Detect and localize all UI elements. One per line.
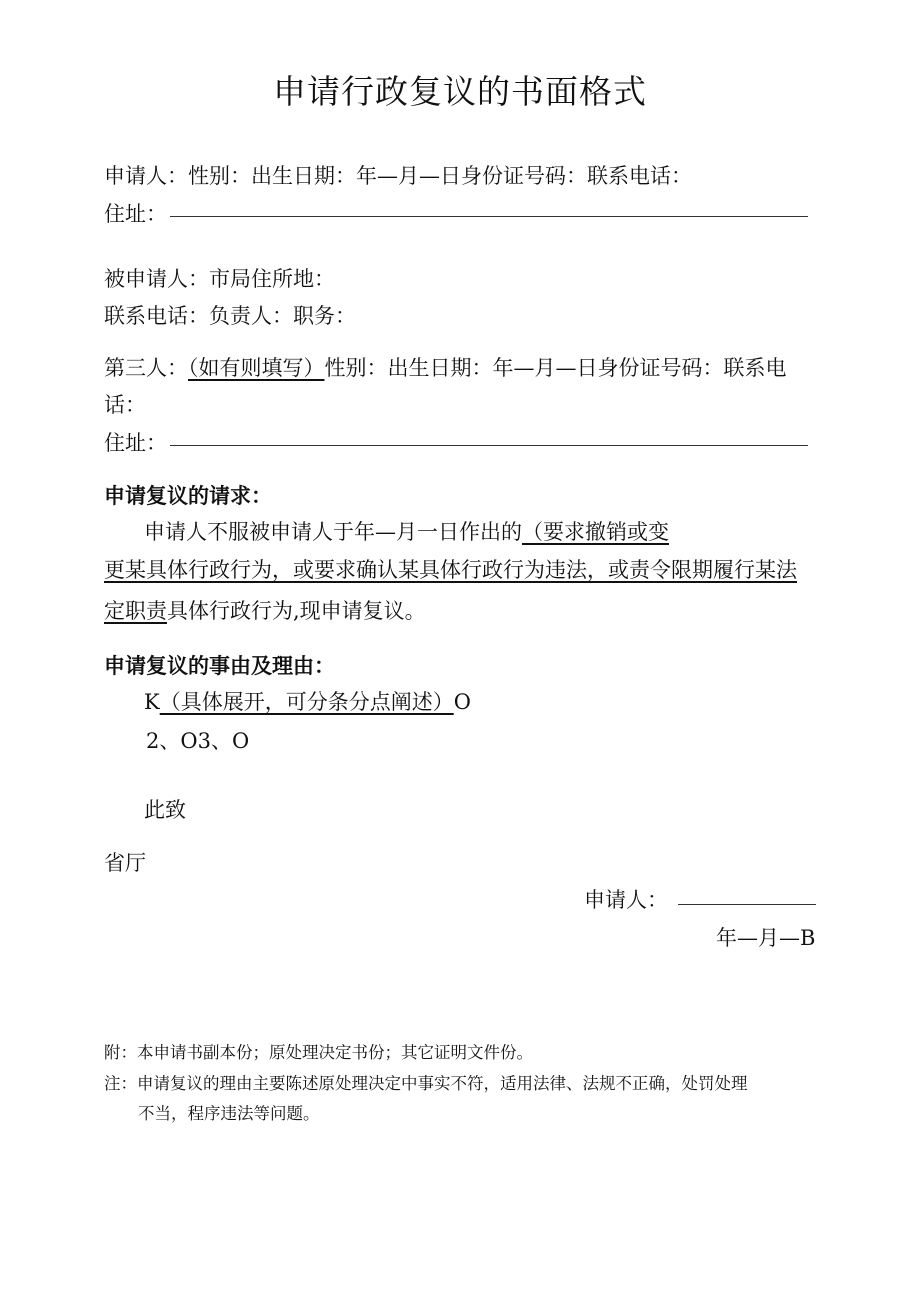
request-paragraph-line-2: 更某具体行政行为，或要求确认某具体行政行为违法，或责令限期履行某法	[104, 558, 797, 582]
reasons-item-1-text: （具体展开，可分条分点阐述）	[159, 690, 454, 714]
applicant-info-line: 申请人：性别：出生日期：年—月—日身份证号码：联系电话：	[104, 164, 692, 188]
request-heading: 申请复议的请求：	[104, 483, 272, 508]
applicant-address-blank[interactable]	[170, 216, 808, 217]
reasons-item-1	[144, 686, 471, 716]
sign-date: 年—月—B	[716, 926, 816, 950]
attachment-note: 附：本申请书副本份；原处理决定书份；其它证明文件份。	[104, 1043, 533, 1062]
reasons-item-1-suffix: O	[453, 690, 471, 714]
remark-line-2: 不当，程序违法等问题。	[138, 1104, 320, 1123]
request-underlined-text: （要求撤销或变	[522, 520, 669, 544]
third-party-info-line-continued: 话：	[104, 393, 146, 417]
third-party-label: 第三人：	[104, 356, 188, 380]
signer-label: 申请人：	[584, 888, 668, 912]
third-party-address-blank[interactable]	[170, 445, 808, 446]
remark-line-1: 注：申请复议的理由主要陈述原处理决定中事实不符，适用法律、法规不正确，处罚处理	[104, 1074, 748, 1093]
respondent-contact-line: 联系电话：负责人：职务：	[104, 304, 356, 328]
recipient: 省厅	[104, 851, 146, 875]
reasons-item-2-3: 2、O3、O	[146, 729, 250, 753]
request-text-end: 具体行政行为,现申请复议。	[167, 599, 426, 623]
page-title: 申请行政复议的书面格式	[273, 72, 647, 111]
salutation: 此致	[144, 798, 186, 822]
request-paragraph-line-3	[104, 595, 426, 625]
third-party-info-line	[104, 352, 787, 382]
third-party-optional-note: （如有则填写）	[188, 356, 325, 380]
request-text: 申请人不服被申请人于年—月一日作出的	[144, 520, 522, 544]
request-underlined-text-end: 定职责	[104, 599, 167, 623]
reasons-heading: 申请复议的事由及理由：	[104, 653, 335, 678]
request-paragraph-line-1	[144, 516, 669, 546]
respondent-info-line: 被申请人：市局住所地：	[104, 267, 335, 291]
signature-blank[interactable]	[678, 904, 816, 905]
reasons-item-1-prefix: K	[144, 690, 160, 714]
third-party-address-label: 住址：	[104, 431, 167, 455]
third-party-details: 性别：出生日期：年—月—日身份证号码：联系电	[324, 356, 787, 380]
applicant-address-label: 住址：	[104, 202, 167, 226]
